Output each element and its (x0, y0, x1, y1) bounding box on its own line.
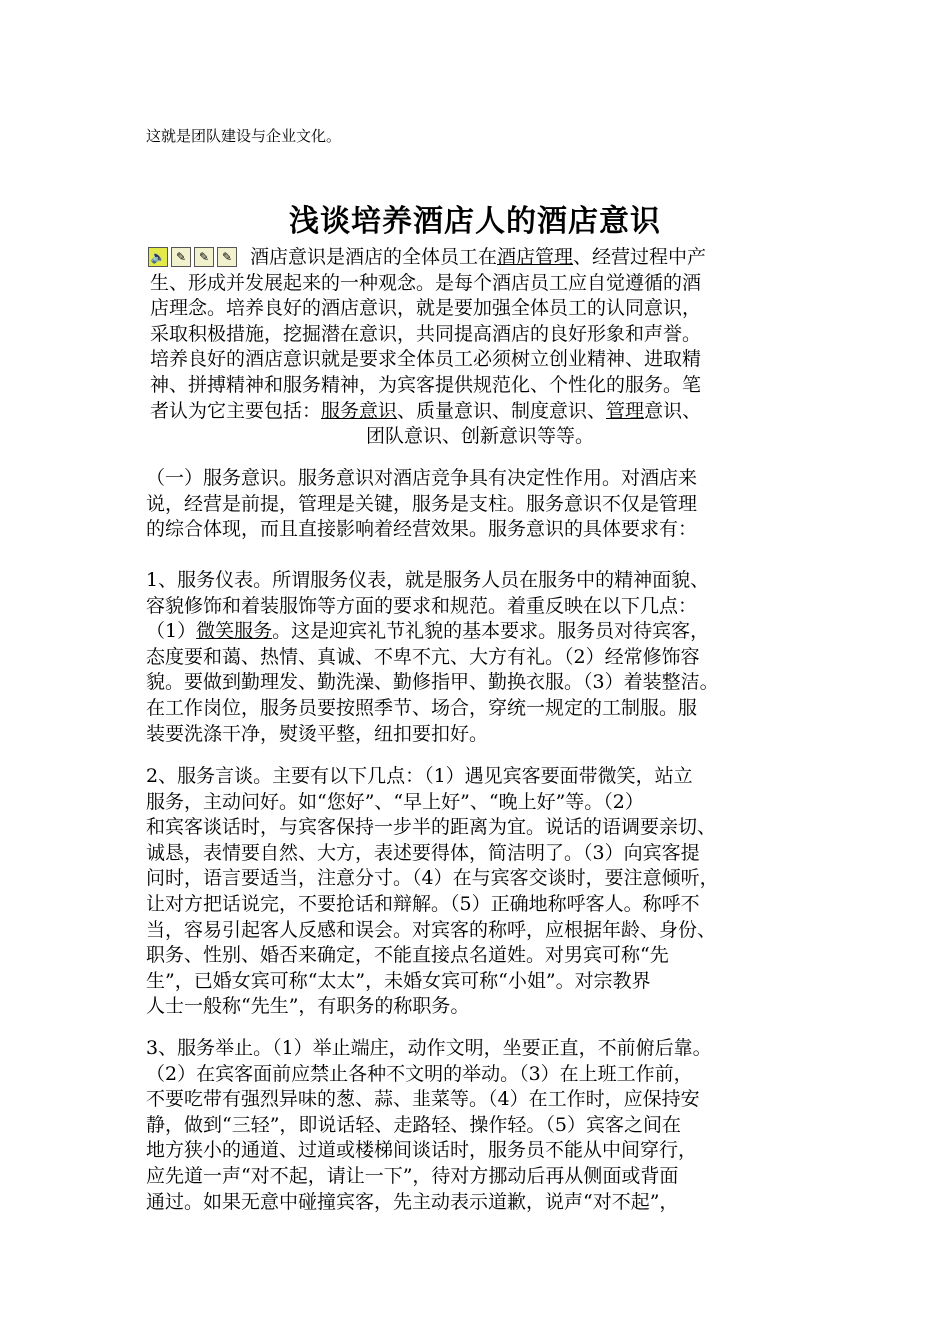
text-line: 在工作岗位，服务员要按照季节、场合，穿统一规定的工制服。服 (146, 696, 698, 719)
text-line: 说，经营是前提，管理是关键，服务是支柱。服务意识不仅是管理 (146, 492, 698, 515)
pencil-icon[interactable]: ✎ (217, 247, 237, 267)
text-line: 职务、性别、婚否来确定，不能直接点名道姓。对男宾可称“先 (146, 944, 669, 967)
text-line: 店理念。培养良好的酒店意识，就是要加强全体员工的认同意识， (150, 297, 702, 320)
service-awareness-paragraph (146, 466, 816, 543)
text-line: 态度要和蔼、热情、真诚、不卑不亢、大方有礼。（2）经常修饰容 (146, 645, 700, 668)
text-line: 问时，语言要适当，注意分寸。（4）在与宾客交谈时，要注意倾听， (146, 867, 719, 890)
text-line: 采取积极措施，挖掘潜在意识，共同提高酒店的良好形象和声誉。 (150, 322, 702, 345)
text-line: 团队意识、创新意识等等。 (365, 425, 594, 448)
text-line: （2）在宾客面前应禁止各种不文明的举动。（3）在上班工作前， (146, 1062, 693, 1085)
text-line: 的综合体现，而且直接影响着经营效果。服务意识的具体要求有： (146, 518, 698, 541)
text-line: 装要洗涤干净，熨烫平整，纽扣要扣好。 (146, 722, 489, 745)
speaker-icon[interactable]: 🔈 (148, 247, 168, 267)
text-line: 生”，已婚女宾可称“太太”，未婚女宾可称“小姐”。对宗教界 (146, 969, 651, 992)
text-line: （一）服务意识。服务意识对酒店竞争具有决定性作用。对酒店来 (146, 467, 698, 489)
text-line: 通过。如果无意中碰撞宾客，先主动表示道歉，说声“对不起”， (146, 1190, 679, 1213)
previous-section-tail: 这就是团队建设与企业文化。 (146, 127, 342, 145)
text-line: （1）微笑服务。这是迎宾礼节礼貌的基本要求。服务员对待宾客， (146, 620, 710, 643)
text-line: 生、形成并发展起来的一种观念。是每个酒店员工应自觉遵循的酒 (150, 271, 702, 294)
text-line: 2、服务言谈。主要有以下几点：（1）遇见宾客要面带微笑，站立 (146, 765, 693, 787)
service-awareness-link[interactable]: 服务意识 (321, 399, 398, 422)
text-line: 服务，主动问好。如“您好”、“早上好”、“晚上好”等。（2） (146, 790, 644, 813)
smile-service-link[interactable]: 微笑服务 (196, 620, 273, 643)
intro-paragraph (150, 245, 810, 450)
text-line: 和宾客谈话时，与宾客保持一步半的距离为宜。说话的语调要亲切、 (146, 816, 717, 839)
text-line: 应先道一声“对不起，请让一下”，待对方挪动后再从侧面或背面 (146, 1164, 679, 1187)
pencil-icon[interactable]: ✎ (171, 247, 191, 267)
service-manner-paragraph (146, 1036, 816, 1215)
hotel-management-link[interactable]: 酒店管理 (497, 246, 574, 268)
text-line: 者认为它主要包括：服务意识、质量意识、制度意识、管理意识、 (150, 399, 702, 422)
text-line: 容貌修饰和着装服饰等方面的要求和规范。着重反映在以下几点： (146, 594, 698, 617)
text-line: 培养良好的酒店意识就是要求全体员工必须树立创业精神、进取精 (150, 348, 702, 371)
text-line: 3、服务举止。（1）举止端庄，动作文明，坐要正直，不前俯后靠。 (146, 1037, 712, 1059)
text-line: 当，容易引起客人反感和误会。对宾客的称呼，应根据年龄、身份、 (146, 918, 717, 941)
service-speech-paragraph (146, 764, 816, 1020)
text-line: 不要吃带有强烈异味的葱、蒜、韭菜等。（4）在工作时，应保持安 (146, 1088, 700, 1111)
text-line: 人士一般称“先生”，有职务的称职务。 (146, 995, 470, 1018)
text-line: 让对方把话说完，不要抢话和辩解。（5）正确地称呼客人。称呼不 (146, 892, 700, 915)
text-line: 貌。要做到勤理发、勤洗澡、勤修指甲、勤换衣服。（3）着装整洁。 (146, 671, 719, 694)
text-line: 静，做到“三轻”，即说话轻、走路轻、操作轻。（5）宾客之间在 (146, 1113, 682, 1136)
text-line: 诚恳，表情要自然、大方，表述要得体，简洁明了。（3）向宾客提 (146, 841, 700, 864)
pencil-icon[interactable]: ✎ (194, 247, 214, 267)
article-title: 浅谈培养酒店人的酒店意识 (289, 204, 661, 239)
text-line: 酒店意识是酒店的全体员工在酒店管理、经营过程中产 (250, 246, 707, 268)
text-line: 1、服务仪表。所谓服务仪表，就是服务人员在服务中的精神面貌、 (146, 569, 710, 591)
management-link[interactable]: 管理 (606, 399, 645, 422)
text-line: 神、拼搏精神和服务精神，为宾客提供规范化、个性化的服务。笔 (150, 373, 702, 396)
text-line: 地方狭小的通道、过道或楼梯间谈话时，服务员不能从中间穿行， (146, 1139, 698, 1162)
service-appearance-paragraph (146, 568, 816, 747)
